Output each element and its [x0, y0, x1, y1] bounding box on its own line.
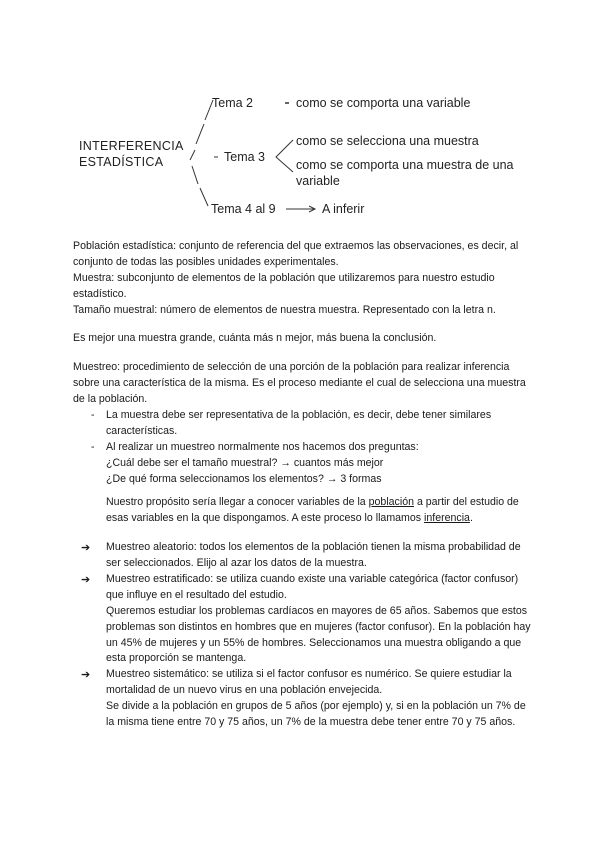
muestreo-item-2: Al realizar un muestreo normalmente nos hacemos dos preguntas:: [106, 440, 419, 453]
list-item: [73, 572, 533, 667]
arrow-bullet-icon: ➔: [81, 542, 91, 555]
muestreo-list: [73, 408, 533, 487]
purpose-text-a: Nuestro propósito sería llegar a conocer variables de la: [106, 496, 369, 509]
definition-poblacion: Población estadística: conjunto de referencia del que extraemos las observaciones, es decir, al conjunto de todas las posibles unidades experimentales.: [73, 240, 519, 268]
tema3-bracket: [276, 140, 293, 172]
list-item: [73, 540, 533, 572]
tema3-description-1: como se selecciona una muestra: [296, 134, 479, 148]
spacer: [73, 347, 533, 360]
tipo-sistematico: Muestreo sistemático: se utiliza si el factor confusor es numérico. Se quiere estudiar la mortalidad de un nuevo virus en una población envejecida.: [106, 668, 512, 697]
diagram: [0, 0, 600, 230]
tipo-aleatorio: Muestreo aleatorio: todos los elementos de la población tienen la misma probabilidad de ser seleccionados. Elijo al azar los datos de la muestra.: [106, 541, 521, 570]
list-item: [73, 440, 533, 488]
document-body: [73, 239, 533, 731]
brace-mid-line: [190, 150, 195, 160]
diagram-title: [79, 139, 184, 170]
tema3-description-2: como se comporta una muestra de una variable: [296, 158, 514, 189]
list-item: [73, 408, 533, 440]
tema2-description: como se comporta una variable: [296, 96, 471, 110]
brace-bottom-line: [200, 188, 208, 206]
dash-bullet: -: [91, 409, 95, 422]
list-item: [73, 667, 533, 731]
purpose-paragraph: [73, 495, 533, 527]
inferencia-link[interactable]: inferencia: [424, 512, 470, 525]
tema49-label: Tema 4 al 9: [211, 202, 276, 216]
spacer: [73, 487, 533, 495]
arrow-bullet-icon: ➔: [81, 669, 91, 682]
dash-bullet: -: [91, 440, 95, 453]
question-2: ¿De qué forma seleccionamos los elementos? → 3 formas: [106, 472, 382, 485]
diagram-lines: [0, 0, 600, 230]
purpose-text-c: .: [469, 512, 473, 525]
brace-lower-line: [192, 166, 198, 184]
purpose-text-b: a partir del estudio de esas variables en la que dispongamos. A este proceso lo llamamos: [106, 496, 519, 525]
tipos-list: [73, 540, 533, 731]
definition-muestra: Muestra: subconjunto de elementos de la población que utilizaremos para nuestro estudio estadístico.: [73, 271, 495, 300]
diagram-title-line2: ESTADÍSTICA: [79, 154, 164, 169]
muestreo-item-1: La muestra debe ser representativa de la población, es decir, debe tener similares características.: [106, 409, 492, 437]
spacer: [73, 318, 533, 331]
question-1: ¿Cuál debe ser el tamaño muestral? → cuantos más mejor: [106, 456, 384, 469]
tipo-estratificado-ejemplo: Queremos estudiar los problemas cardíacos en mayores de 65 años. Sabemos que estos problemas son distintos en hombres que en mujeres (factor confusor). En la población hay un 45% de mujeres y un 55% de hombres. Seleccionamos una muestra obligando a que esta proporción se mantenga.: [106, 604, 531, 665]
tema49-description: A inferir: [322, 202, 365, 216]
tipo-estratificado: Muestreo estratificado: se utiliza cuando existe una variable categórica (factor confusor) que influye en el resultado del estudio.: [106, 573, 519, 601]
definition-tamano: Tamaño muestral: número de elementos de nuestra muestra. Representado con la letra n.: [73, 303, 496, 316]
tema2-label: Tema 2: [212, 96, 253, 110]
poblacion-link[interactable]: población: [368, 496, 414, 509]
spacer: [73, 527, 533, 540]
muestreo-intro: Muestreo: procedimiento de selección de una porción de la población para realizar inferencia sobre una característica de la misma. Es el proceso mediante el cual de selecciona una muestra de la población.: [73, 361, 526, 406]
brace-upper-line: [196, 124, 204, 144]
arrow-bullet-icon: ➔: [81, 574, 91, 587]
tema3-label: Tema 3: [224, 150, 265, 164]
tipo-sistematico-ejemplo: Se divide a la población en grupos de 5 años (por ejemplo) y, si en la población un 7% de la misma tiene entre 70 y 75 años, un 7% de la muestra debe tener entre 70 y 75 años.: [106, 700, 526, 729]
conclusion-text: Es mejor una muestra grande, cuánta más n mejor, más buena la conclusión.: [73, 332, 437, 345]
diagram-title-line1: INTERFERENCIA: [79, 139, 184, 153]
